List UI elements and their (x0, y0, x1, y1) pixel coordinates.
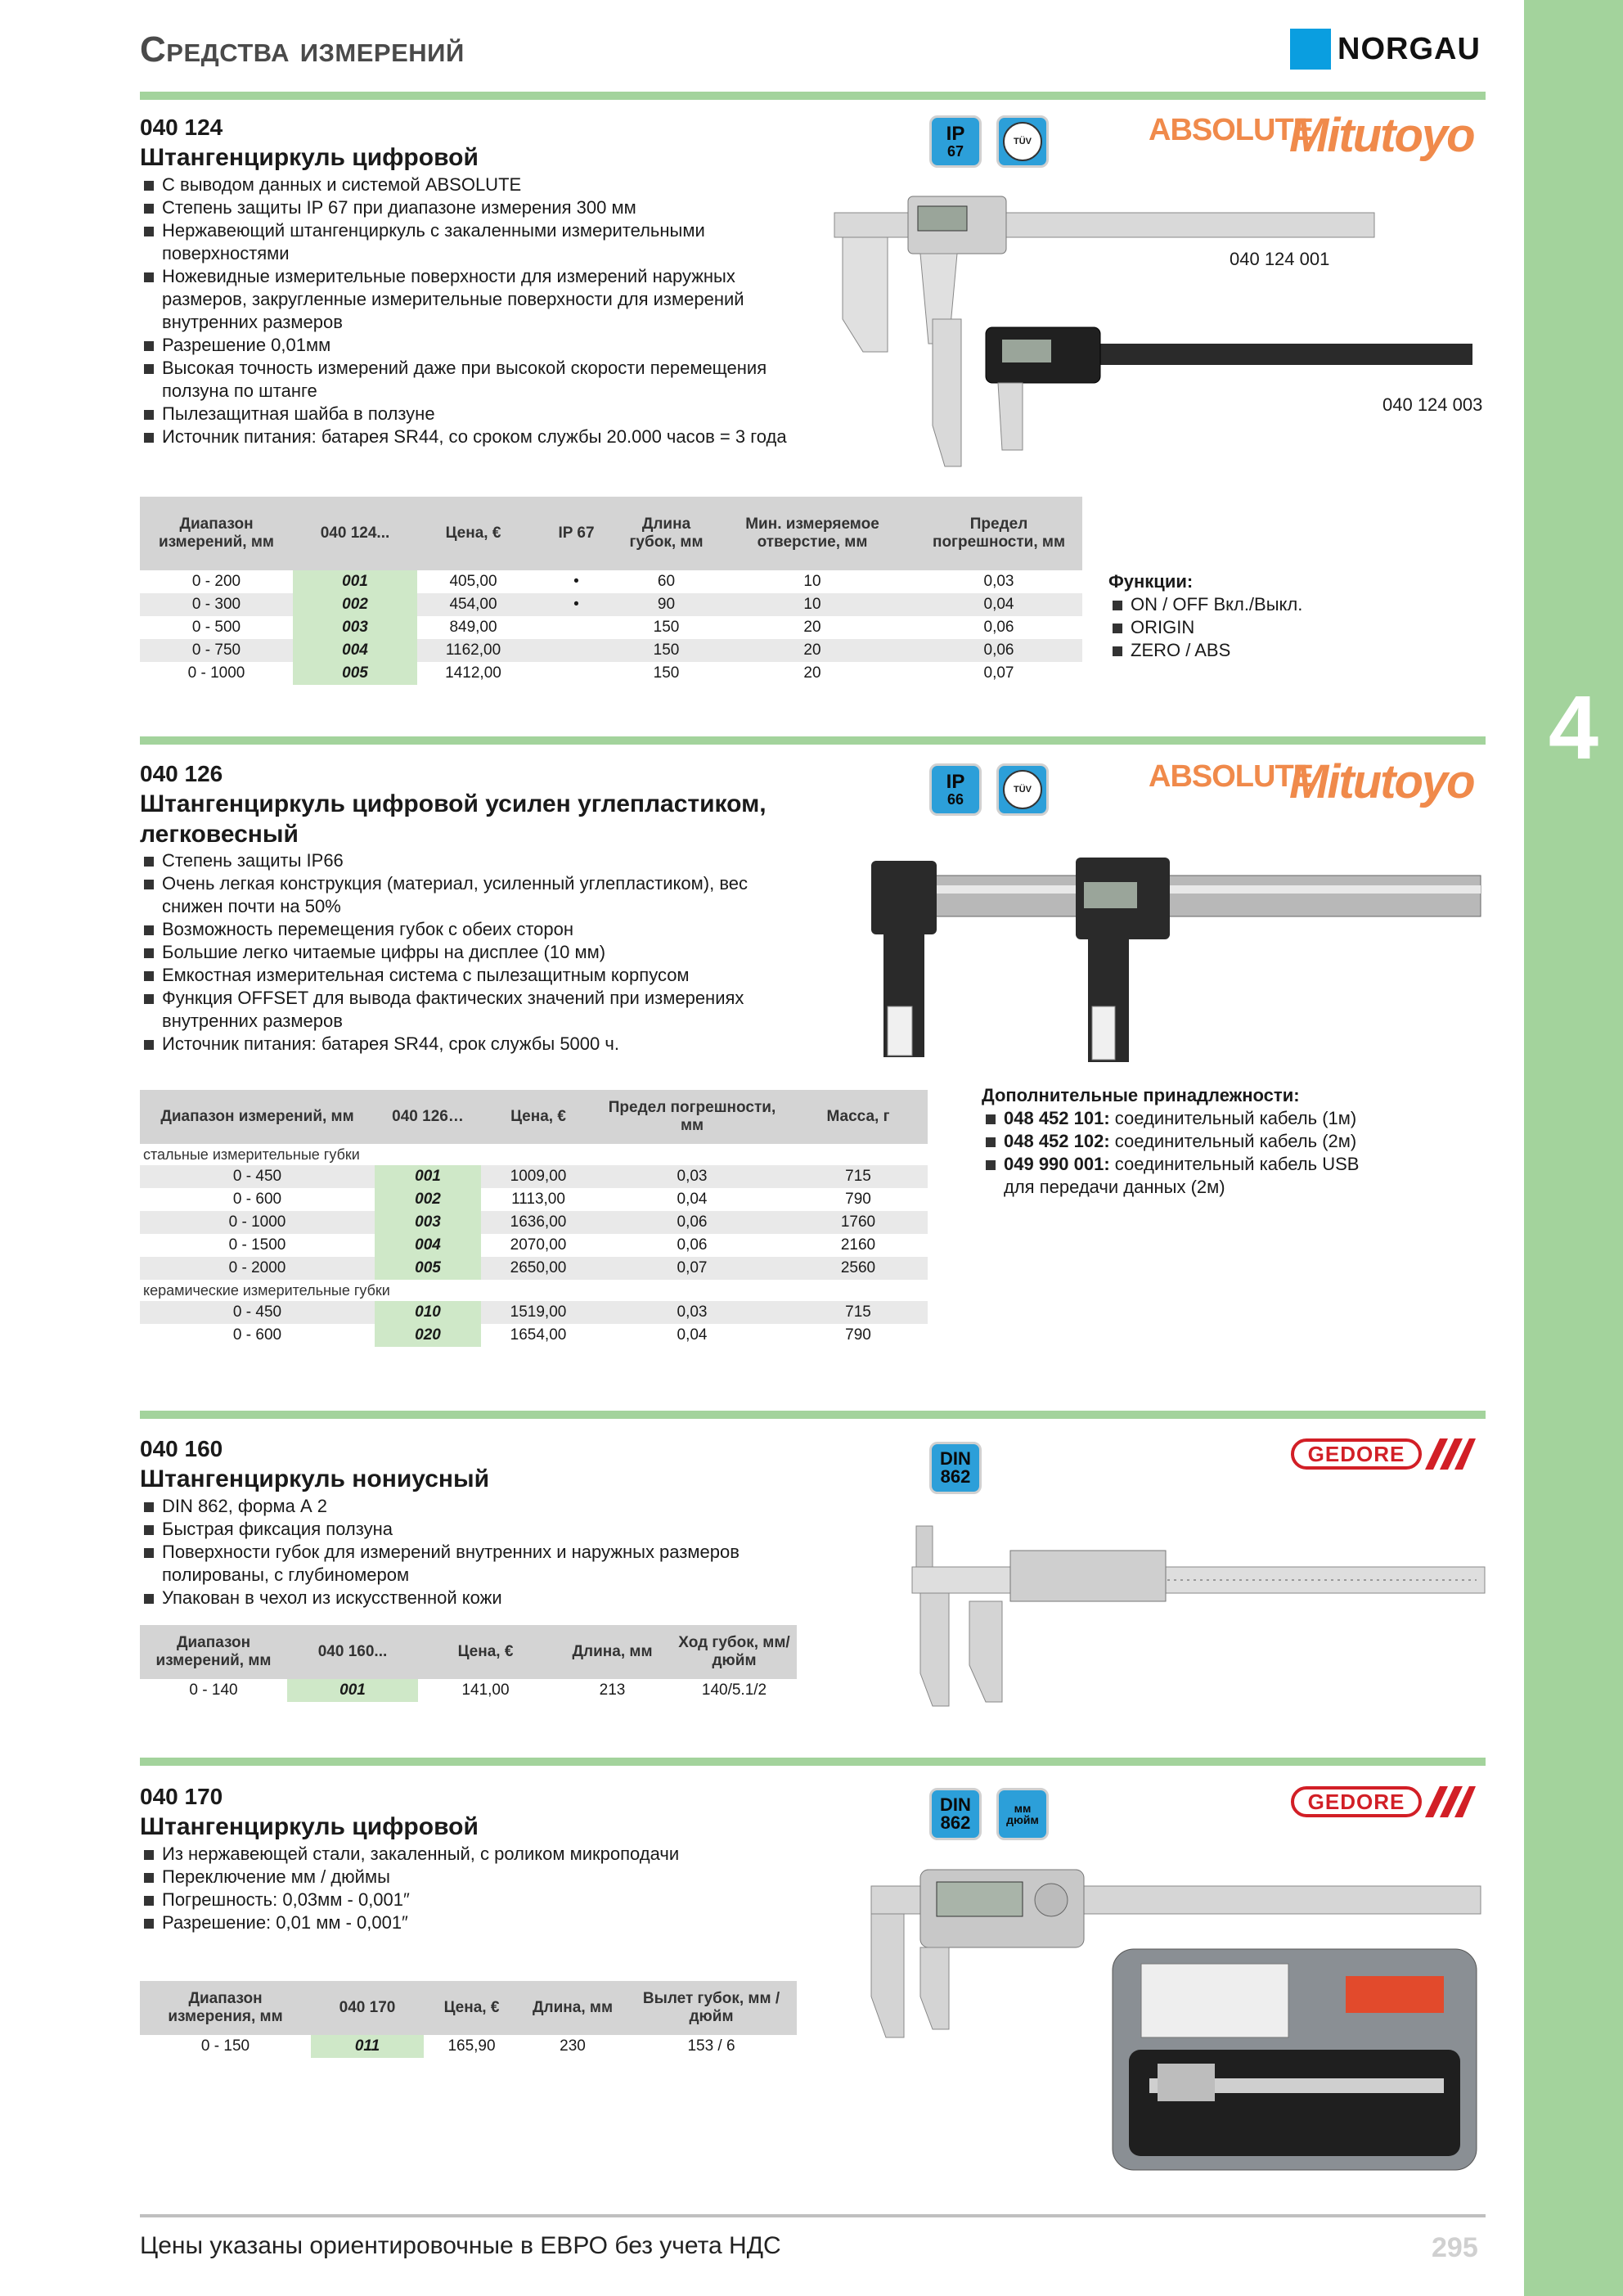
chapter-number: 4 (1548, 678, 1599, 778)
s3-feature-list (140, 1495, 794, 1609)
column-header: Ход губок, мм/дюйм (672, 1625, 797, 1679)
page-number: 295 (1432, 2232, 1478, 2263)
gedore-stripes-icon (1422, 1786, 1476, 1817)
s4-title: Штангенциркуль цифровой (140, 1813, 479, 1840)
norgau-square-icon (1290, 29, 1331, 70)
accessories-title: Дополнительные принадлежности: (982, 1085, 1300, 1105)
table-row: 0 - 500 003 849,00 150 20 0,06 (140, 616, 1082, 639)
din862-badge: DIN 862 (929, 1788, 982, 1840)
s1-image-label-1: 040 124 001 (1230, 249, 1330, 269)
column-header: 040 170 (311, 1981, 424, 2035)
section-divider (140, 1411, 1486, 1419)
column-header: 040 126… (375, 1090, 481, 1144)
norgau-logo-text: NORGAU (1338, 31, 1481, 66)
column-header: Цена, € (424, 1981, 519, 2035)
table-row: 0 - 140 001 141,00 213 140/5.1/2 (140, 1679, 797, 1702)
section-divider (140, 1758, 1486, 1766)
table-row: 0 - 750 004 1162,00 150 20 0,06 (140, 639, 1082, 662)
gedore-stripes-icon (1422, 1438, 1476, 1470)
gedore-logo (1291, 1438, 1476, 1470)
article-code: 005 (375, 1257, 481, 1280)
table-row: 0 - 600 002 1113,00 0,04 790 (140, 1188, 928, 1211)
table-row: 0 - 600 020 1654,00 0,04 790 (140, 1324, 928, 1347)
list-item: Переключение мм / дюймы (140, 1866, 794, 1889)
list-item: Разрешение: 0,01 мм - 0,001″ (140, 1911, 794, 1934)
table-row: 0 - 300 002 454,00 • 90 10 0,04 (140, 593, 1082, 616)
ip-num: 67 (946, 143, 964, 160)
ip-label: IP (946, 771, 965, 793)
column-header: Масса, г (789, 1090, 928, 1144)
table-row: 0 - 450 001 1009,00 0,03 715 (140, 1165, 928, 1188)
section-divider (140, 736, 1486, 745)
column-header: Длина, мм (519, 1981, 626, 2035)
list-item: Степень защиты IP 67 при диапазоне измерения 300 мм (140, 196, 794, 219)
list-item: Разрешение 0,01мм (140, 334, 794, 357)
list-item: Нержавеющий штангенциркуль с закаленными измерительными поверхностями (140, 219, 745, 265)
s2-feature-list (140, 849, 786, 1056)
digital-caliper-image (826, 155, 1505, 483)
column-header: Вылет губок, мм / дюйм (626, 1981, 797, 2035)
ip-label: IP (946, 123, 965, 145)
article-code: 011 (311, 2035, 424, 2058)
s1-title: Штангенциркуль цифровой (140, 144, 479, 171)
accessory-continuation: для передачи данных (2м) (1004, 1177, 1225, 1197)
table-row: 0 - 450 010 1519,00 0,03 715 (140, 1301, 928, 1324)
article-code: 002 (375, 1188, 481, 1211)
gedore-logo (1291, 1786, 1476, 1817)
list-item: Из нержавеющей стали, закаленный, с роликом микроподачи (140, 1843, 794, 1866)
norgau-logo (1290, 28, 1481, 70)
list-item: ON / OFF Вкл./Выкл. (1108, 593, 1302, 616)
footer-divider (140, 2214, 1486, 2217)
s3-title: Штангенциркуль нониусный (140, 1465, 490, 1492)
column-header: Цена, € (417, 497, 529, 570)
list-item: Пылезащитная шайба в ползуне (140, 403, 794, 425)
article-code: 004 (375, 1234, 481, 1257)
gedore-logo-text: GEDORE (1291, 1786, 1422, 1817)
list-item: 048 452 101: соединительный кабель (1м) (982, 1107, 1440, 1130)
table-row: 0 - 1500 004 2070,00 0,06 2160 (140, 1234, 928, 1257)
absolute-logo: ABSOLUTE (1149, 113, 1313, 147)
s2-spec-table (140, 1090, 928, 1347)
list-item: Источник питания: батарея SR44, со сроком службы 20.000 часов = 3 года (140, 425, 794, 448)
s1-image-label-2: 040 124 003 (1382, 394, 1483, 415)
article-code: 003 (293, 616, 417, 639)
s3-spec-table (140, 1625, 797, 1702)
article-code: 003 (375, 1211, 481, 1234)
list-item: DIN 862, форма А 2 (140, 1495, 794, 1518)
column-header: Мин. измеряемое отверстие, мм (709, 497, 915, 570)
column-header: 040 124... (293, 497, 417, 570)
article-code: 004 (293, 639, 417, 662)
s3-code: 040 160 (140, 1436, 223, 1461)
s1-code: 040 124 (140, 115, 223, 140)
list-item: Источник питания: батарея SR44, срок службы 5000 ч. (140, 1033, 786, 1056)
vernier-caliper-image (879, 1518, 1501, 1714)
column-header: 040 160... (287, 1625, 418, 1679)
list-item: 049 990 001: соединительный кабель USB (982, 1153, 1440, 1176)
list-item: Упакован в чехол из искусственной кожи (140, 1587, 794, 1609)
table-group-row: керамические измерительные губки (140, 1280, 928, 1301)
article-code: 010 (375, 1301, 481, 1324)
gedore-logo-text: GEDORE (1291, 1438, 1422, 1470)
list-item: Поверхности губок для измерений внутренних и наружных размеров полированы, с глубиномером (140, 1541, 778, 1587)
table-row: 0 - 1000 003 1636,00 0,06 1760 (140, 1211, 928, 1234)
column-header: Цена, € (481, 1090, 596, 1144)
article-code: 001 (375, 1165, 481, 1188)
list-item: Функция OFFSET для вывода фактических значений при измерениях внутренних размеров (140, 987, 762, 1033)
article-code: 001 (293, 570, 417, 593)
tuv-badge-icon: TÜV (996, 115, 1049, 168)
s4-code: 040 170 (140, 1784, 223, 1809)
digital-caliper-case-image (847, 1833, 1493, 2177)
list-item: ZERO / ABS (1108, 639, 1302, 662)
s1-spec-table (140, 497, 1082, 685)
s4-spec-table (140, 1981, 797, 2058)
s2-accessories (982, 1084, 1440, 1199)
list-item: Быстрая фиксация ползуна (140, 1518, 794, 1541)
mm-inch-badge: мм дюйм (996, 1788, 1049, 1840)
article-code: 001 (287, 1679, 418, 1702)
list-item: С выводом данных и системой ABSOLUTE (140, 173, 794, 196)
column-header: Длина губок, мм (623, 497, 709, 570)
s4-feature-list (140, 1843, 794, 1934)
list-item: Ножевидные измерительные поверхности для измерений наружных размеров, закругленные измерительные поверхности для измерений внутренних размеров (140, 265, 778, 334)
header-divider (140, 92, 1486, 100)
din862-badge: DIN 862 (929, 1442, 982, 1494)
list-item: Высокая точность измерений даже при высокой скорости перемещения ползуна по штанге (140, 357, 794, 403)
absolute-logo: ABSOLUTE (1149, 759, 1313, 794)
s1-feature-list (140, 173, 794, 448)
list-item: Большие легко читаемые цифры на дисплее (10 мм) (140, 941, 786, 964)
s2-title-line-2: легковесный (140, 821, 299, 848)
table-row: 0 - 2000 005 2650,00 0,07 2560 (140, 1257, 928, 1280)
column-header: Предел погрешности, мм (596, 1090, 789, 1144)
list-item: Возможность перемещения губок с обеих сторон (140, 918, 786, 941)
functions-title: Функции: (1108, 571, 1194, 592)
list-item: Степень защиты IP66 (140, 849, 786, 872)
column-header: Диапазон измерений, мм (140, 1090, 375, 1144)
column-header: Длина, мм (553, 1625, 672, 1679)
list-item: ORIGIN (1108, 616, 1302, 639)
column-header: IP 67 (529, 497, 623, 570)
table-row: 0 - 200 001 405,00 • 60 10 0,03 (140, 570, 1082, 593)
tuv-badge-icon: TÜV (996, 763, 1049, 816)
table-group-row: стальные измерительные губки (140, 1144, 928, 1165)
s2-code: 040 126 (140, 761, 223, 786)
list-item: 048 452 102: соединительный кабель (2м) (982, 1130, 1440, 1153)
ip-num: 66 (946, 791, 964, 808)
column-header: Диапазон измерения, мм (140, 1981, 311, 2035)
column-header: Диапазон измерений, мм (140, 1625, 287, 1679)
list-item: Емкостная измерительная система с пылезащитным корпусом (140, 964, 786, 987)
list-item: Очень легкая конструкция (материал, усиленный углепластиком), вес снижен почти на 50% (140, 872, 778, 918)
ip66-badge (929, 763, 982, 816)
chapter-sidebar (1524, 0, 1623, 2296)
article-code: 005 (293, 662, 417, 685)
s2-title-line-1: Штангенциркуль цифровой усилен углепластиком, (140, 790, 767, 817)
s1-functions (1108, 570, 1302, 662)
column-header: Диапазон измерений, мм (140, 497, 293, 570)
carbon-caliper-image (843, 843, 1489, 1068)
page-title: Средства измерений (140, 29, 465, 70)
mitutoyo-logo: Mitutoyo (1289, 755, 1474, 808)
article-code: 002 (293, 593, 417, 616)
mitutoyo-logo: Mitutoyo (1289, 109, 1474, 162)
column-header: Предел погрешности, мм (915, 497, 1082, 570)
column-header: Цена, € (418, 1625, 553, 1679)
table-row: 0 - 150 011 165,90 230 153 / 6 (140, 2035, 797, 2058)
footer-note: Цены указаны ориентировочные в ЕВРО без учета НДС (140, 2232, 781, 2259)
article-code: 020 (375, 1324, 481, 1347)
list-item: Погрешность: 0,03мм - 0,001″ (140, 1889, 794, 1911)
table-row: 0 - 1000 005 1412,00 150 20 0,07 (140, 662, 1082, 685)
